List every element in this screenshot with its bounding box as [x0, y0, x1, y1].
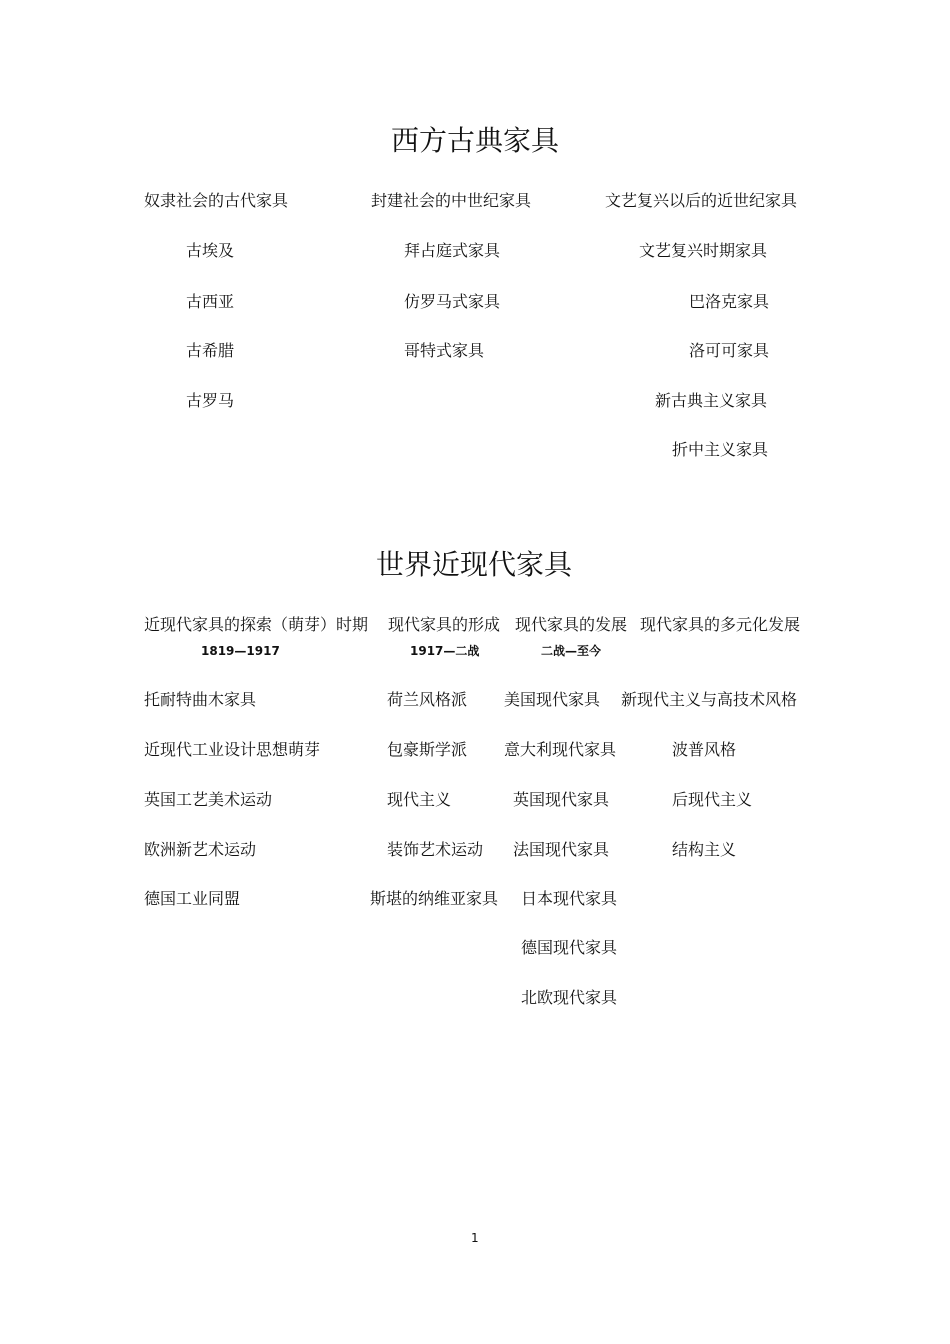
- list-item: 仿罗马式家具: [404, 292, 501, 311]
- list-item: 斯堪的纳维亚家具: [370, 889, 499, 908]
- section-title-classical: 西方古典家具: [391, 124, 560, 157]
- list-item: 德国现代家具: [521, 938, 618, 957]
- list-item: 结构主义: [672, 840, 737, 859]
- list-item: 现代主义: [387, 790, 452, 809]
- classical-col2-heading: 封建社会的中世纪家具: [371, 191, 532, 210]
- period-label: 1917—二战: [410, 644, 480, 658]
- list-item: 欧洲新艺术运动: [144, 840, 257, 859]
- list-item: 北欧现代家具: [521, 988, 618, 1007]
- list-item: 托耐特曲木家具: [144, 690, 257, 709]
- list-item: 后现代主义: [672, 790, 753, 809]
- list-item: 折中主义家具: [672, 440, 769, 459]
- modern-col3-heading: 现代家具的发展: [515, 615, 628, 634]
- list-item: 日本现代家具: [521, 889, 618, 908]
- list-item: 波普风格: [672, 740, 737, 759]
- list-item: 美国现代家具: [504, 690, 601, 709]
- modern-col2-heading: 现代家具的形成: [388, 615, 501, 634]
- list-item: 英国工艺美术运动: [144, 790, 273, 809]
- list-item: 巴洛克家具: [689, 292, 770, 311]
- list-item: 德国工业同盟: [144, 889, 241, 908]
- list-item: 近现代工业设计思想萌芽: [144, 740, 321, 759]
- modern-col1-heading: 近现代家具的探索（萌芽）时期: [144, 615, 369, 634]
- page-number: 1: [471, 1231, 479, 1245]
- list-item: 古希腊: [186, 341, 235, 360]
- modern-col4-heading: 现代家具的多元化发展: [640, 615, 801, 634]
- list-item: 哥特式家具: [404, 341, 485, 360]
- list-item: 荷兰风格派: [387, 690, 468, 709]
- section-title-modern: 世界近现代家具: [376, 548, 573, 581]
- classical-col3-heading: 文艺复兴以后的近世纪家具: [605, 191, 798, 210]
- period-label: 1819—1917: [201, 644, 280, 658]
- list-item: 洛可可家具: [689, 341, 770, 360]
- list-item: 新现代主义与高技术风格: [621, 690, 798, 709]
- period-label: 二战—至今: [541, 644, 602, 658]
- list-item: 文艺复兴时期家具: [639, 241, 768, 260]
- list-item: 古西亚: [186, 292, 235, 311]
- list-item: 英国现代家具: [513, 790, 610, 809]
- classical-col1-heading: 奴隶社会的古代家具: [144, 191, 289, 210]
- list-item: 法国现代家具: [513, 840, 610, 859]
- list-item: 古埃及: [186, 241, 235, 260]
- list-item: 拜占庭式家具: [404, 241, 501, 260]
- list-item: 包豪斯学派: [387, 740, 468, 759]
- list-item: 新古典主义家具: [655, 391, 768, 410]
- list-item: 古罗马: [186, 391, 235, 410]
- list-item: 装饰艺术运动: [387, 840, 484, 859]
- list-item: 意大利现代家具: [504, 740, 617, 759]
